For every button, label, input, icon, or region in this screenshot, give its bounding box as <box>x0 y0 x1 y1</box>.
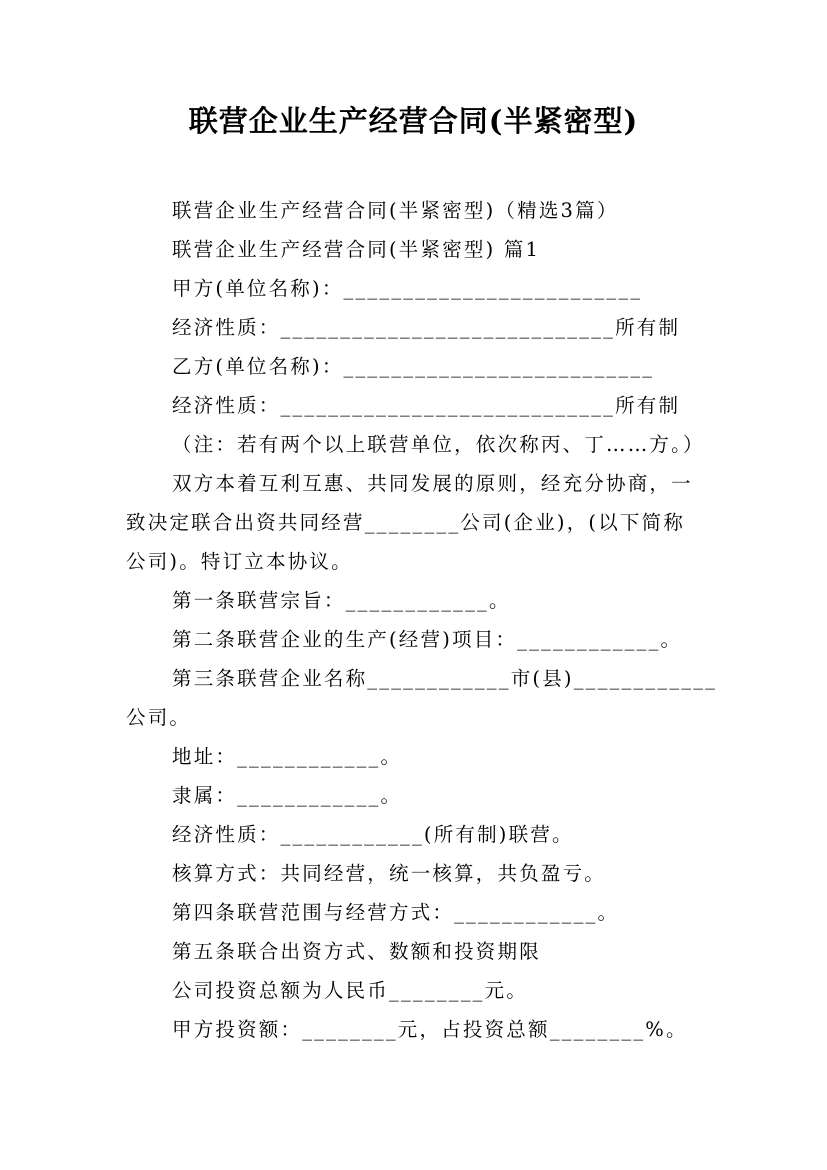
line-article-5: 第五条联合出资方式、数额和投资期限 <box>172 940 541 963</box>
line-preamble-3: 公司)。特订立本协议。 <box>126 550 353 573</box>
line-subtitle: 联营企业生产经营合同(半紧密型)（精选3篇） <box>172 199 619 222</box>
line-party-b-nature: 经济性质：____________________________所有制 <box>172 394 681 417</box>
line-article-2: 第二条联营企业的生产(经营)项目：____________。 <box>172 628 683 651</box>
line-preamble-2: 致决定联合出资共同经营________公司(企业)，(以下简称 <box>126 511 686 534</box>
line-party-b: 乙方(单位名称)：__________________________ <box>172 355 655 378</box>
line-party-a-nature: 经济性质：____________________________所有制 <box>172 316 681 339</box>
line-part-heading: 联营企业生产经营合同(半紧密型) 篇1 <box>172 238 541 261</box>
line-total-investment: 公司投资总额为人民币________元。 <box>172 979 529 1002</box>
line-note: （注：若有两个以上联营单位，依次称丙、丁……方。） <box>172 433 705 456</box>
line-party-a-investment: 甲方投资额：________元，占投资总额________%。 <box>172 1018 688 1041</box>
line-party-a: 甲方(单位名称)：_________________________ <box>172 277 643 300</box>
line-article-3-cont: 公司。 <box>126 706 192 729</box>
line-address: 地址：____________。 <box>172 745 403 768</box>
document-title: 联营企业生产经营合同(半紧密型) <box>188 104 639 138</box>
line-article-4: 第四条联营范围与经营方式：____________。 <box>172 901 620 924</box>
line-preamble-1: 双方本着互利互惠、共同发展的原则，经充分协商，一 <box>172 472 693 495</box>
line-affiliation: 隶属：____________。 <box>172 784 403 807</box>
line-accounting: 核算方式：共同经营，统一核算，共负盈亏。 <box>172 862 607 885</box>
line-article-3: 第三条联营企业名称____________市(县)____________ <box>172 667 718 690</box>
line-economic-nature: 经济性质：____________(所有制)联营。 <box>172 823 574 846</box>
line-article-1: 第一条联营宗旨：____________。 <box>172 589 511 612</box>
